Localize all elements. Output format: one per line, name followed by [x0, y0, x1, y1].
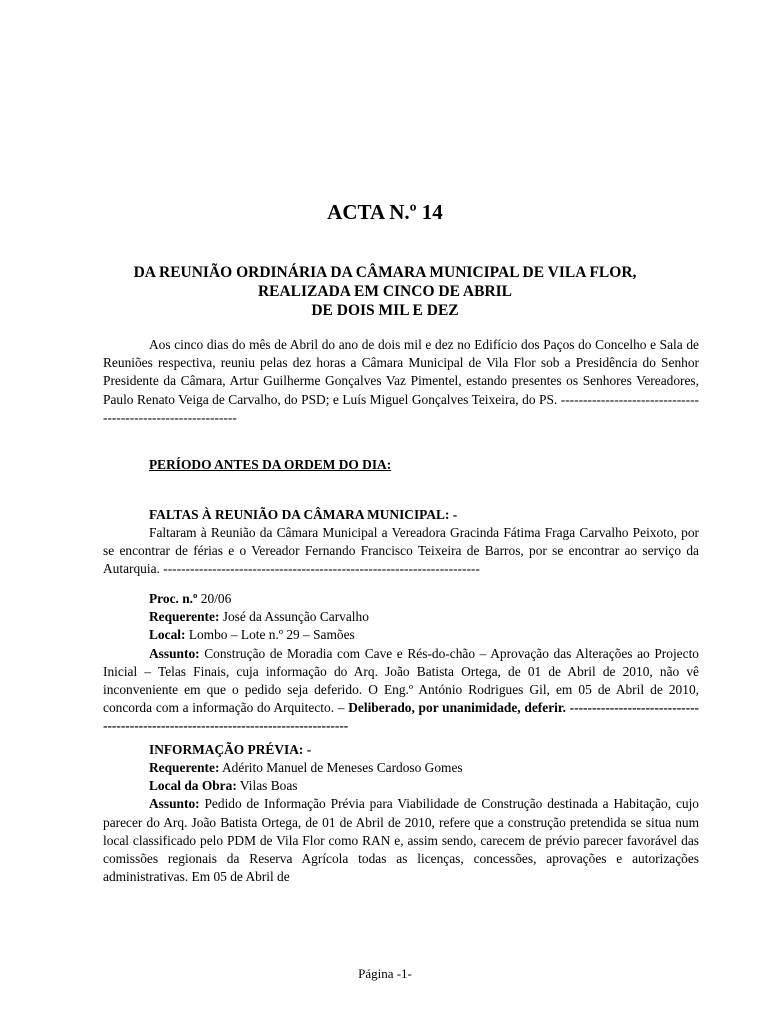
page-footer: Página -1- [358, 966, 412, 981]
requerente-line [103, 608, 699, 626]
process-section [103, 590, 699, 736]
assunto-label: Assunto: [149, 645, 200, 661]
intro-text: Aos cinco dias do mês de Abril do ano de dois mil e dez no Edifício dos Paços do Concelho e Sala de Reuniões respectiva, reuniu pelas dez horas a Câmara Municipal de Vila Flor sob a Presidência do Senhor Presidente da Câmara, Artur Guilherme Gonçalves Vaz Pimentel, estando presentes os Senhores Vereadores, Paulo Renato Veiga de Carvalho, do PSD; e Luís Miguel Gonçalves Teixeira, do PS. ------------------------------------------------------------- [103, 337, 699, 425]
prior-assunto-label: Assunto: [149, 796, 200, 812]
requerente-label: Requerente: [149, 609, 220, 625]
absences-heading: FALTAS À REUNIÃO DA CÂMARA MUNICIPAL: - [149, 507, 458, 522]
intro-paragraph [103, 336, 699, 427]
proc-label: Proc. n.º [149, 591, 198, 606]
prior-info-heading: INFORMAÇÃO PRÉVIA: - [149, 742, 312, 757]
prior-local-label: Local da Obra: [149, 778, 237, 794]
document-subtitle [90, 263, 680, 320]
absences-text: Faltaram à Reunião da Câmara Municipal a Vereadora Gracinda Fátima Fraga Carvalho Peixoto, por se encontrar de férias e o Vereador Fernando Francisco Teixeira de Barros, por se encontrar ao serviço da Autarquia. ----------------------------------------------------------------------- [103, 525, 699, 577]
prior-requerente-label: Requerente: [149, 760, 220, 775]
subtitle-line: DE DOIS MIL E DEZ [311, 302, 459, 319]
local-line [103, 626, 699, 644]
requerente-value: José da Assunção Carvalho [222, 609, 369, 625]
assunto-text: Construção de Moradia com Cave e Rés-do-chão – Aprovação das Alterações ao Projecto Inicial – Telas Finais, cuja informação do Arq. João Batista Ortega, de 01 de Abril de 2010, não vê inconveniente em que o pedido seja deferido. O Eng.º António Rodrigues Gil, em 05 de Abril de 2010, concorda com a informação do Arquitecto. – [103, 645, 699, 716]
local-label: Local: [149, 627, 186, 643]
prior-requerente-line [103, 759, 699, 777]
subtitle-line: REALIZADA EM CINCO DE ABRIL [257, 283, 513, 300]
prior-local-value: Vilas Boas [239, 778, 298, 794]
assunto-paragraph [103, 645, 699, 736]
decision-text: Deliberado, por unanimidade, deferir. ------------------------------------------------------------------------------------ [103, 700, 699, 734]
prior-assunto-text: Pedido de Informação Prévia para Viabilidade de Construção destinada a Habitação, cujo parecer do Arq. João Batista Ortega, de 01 de Abril de 2010, refere que a construção pretendida se situa num local classificado pelo PDM de Vila Flor como RAN e, assim sendo, carecem de prévio parecer favorável das comissões regionais da Reserva Agrícola todas as licenças, concessões, aprovações e autorizações administrativas. Em 05 de Abril de [103, 796, 699, 885]
proc-number-line [103, 590, 699, 608]
absences-paragraph [103, 524, 699, 579]
proc-value: 20/06 [200, 591, 232, 606]
prior-info-section [103, 759, 699, 886]
local-value: Lombo – Lote n.º 29 – Samões [188, 627, 355, 643]
prior-assunto-paragraph [103, 795, 699, 886]
subtitle-line: DA REUNIÃO ORDINÁRIA DA CÂMARA MUNICIPAL DE VILA FLOR, [133, 264, 637, 281]
period-heading: PERÍODO ANTES DA ORDEM DO DIA: [149, 457, 392, 472]
prior-local-line [103, 777, 699, 795]
document-title: ACTA N.º 14 [327, 200, 443, 224]
prior-requerente-value: Adérito Manuel de Meneses Cardoso Gomes [222, 760, 463, 775]
